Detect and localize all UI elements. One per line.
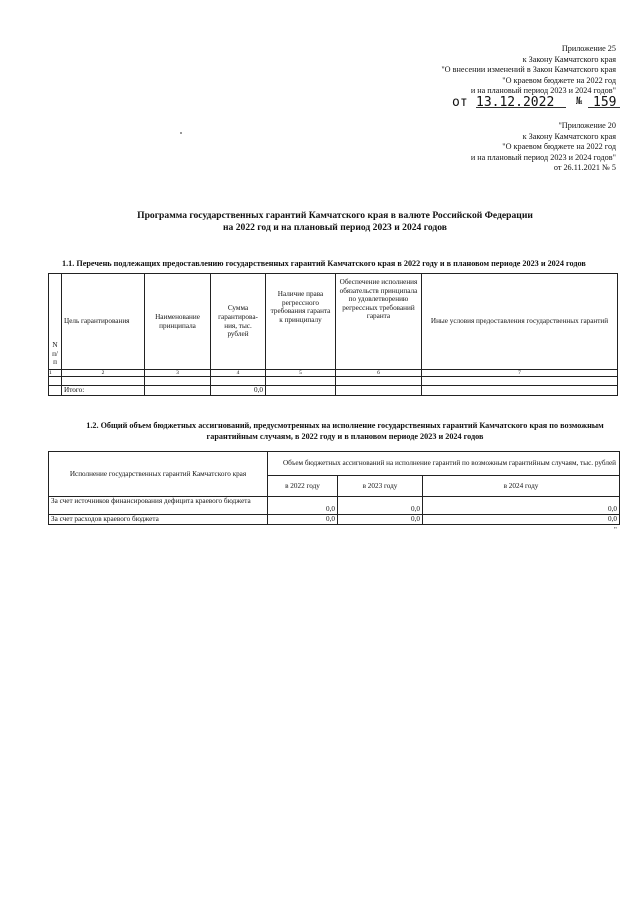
appendix-25-line: Приложение 25 — [561, 44, 616, 53]
header-number: N п/ п — [49, 274, 62, 370]
total-row — [49, 386, 618, 396]
header-purpose: Цель гарантирования — [62, 274, 145, 370]
row-value: 0,0 — [338, 497, 423, 515]
column-number: 1 — [49, 370, 62, 377]
row-value: 0,0 — [338, 515, 423, 525]
header-other-conditions: Иные условия предоставления государственных гарантий — [422, 274, 618, 370]
table-row — [49, 497, 620, 515]
column-number: 5 — [266, 370, 336, 377]
header-principal: Наименование принципала — [145, 274, 211, 370]
column-numbers-row — [49, 370, 618, 377]
appropriations-table — [48, 451, 620, 525]
appendix-20-line: от 26.11.2021 № 5 — [553, 163, 616, 173]
appendix-25-line: "О внесении изменений в Закон Камчатского края — [441, 65, 616, 75]
header-year-2024: в 2024 году — [423, 476, 620, 497]
row-label: За счет источников финансирования дефицита краевого бюджета — [49, 497, 268, 515]
column-number: 3 — [145, 370, 211, 377]
section-2-heading-line: 1.2. Общий объем бюджетных ассигнований, предусмотренных на исполнение государственных гарантий Камчатского края по возможным — [86, 421, 604, 430]
row-value: 0,0 — [423, 515, 620, 525]
document-title — [40, 210, 630, 234]
row-value: 0,0 — [423, 497, 620, 515]
section-2-heading-line: гарантийным случаям, в 2022 году и в плановом периоде 2023 и 2024 годов — [206, 431, 484, 441]
registration-number-sign: № — [576, 96, 583, 107]
appendix-20-line: "Приложение 20 — [558, 121, 616, 130]
column-number: 6 — [336, 370, 422, 377]
appendix-20-line: и на плановый период 2023 и 2024 годов" — [470, 152, 616, 162]
closing-quote: " — [614, 526, 617, 534]
appropriations-header-row — [49, 452, 620, 476]
registration-date: 13.12.2022 — [476, 95, 555, 110]
empty-row — [49, 377, 618, 386]
header-execution: Исполнение государственных гарантий Камчатского края — [49, 452, 268, 497]
document-title-line: Программа государственных гарантий Камчатского края в валюте Российской Федерации — [137, 210, 533, 221]
header-amount: Сумма гарантирова-ния, тыс. рублей — [211, 274, 266, 370]
section-1-heading: 1.1. Перечень подлежащих предоставлению государственных гарантий Камчатского края в 2022 году и в плановом периоде 2023 и 2024 годов — [62, 259, 586, 268]
guarantees-table — [48, 273, 618, 396]
column-number: 4 — [211, 370, 266, 377]
registration-prefix: от — [452, 95, 468, 110]
registration-number: 159 — [593, 95, 617, 110]
total-label: Итого: — [62, 386, 145, 396]
scan-speck — [180, 132, 182, 134]
appendix-25-line: и на плановый период 2023 и 2024 годов" — [470, 86, 616, 96]
column-number: 7 — [422, 370, 618, 377]
header-security: Обеспечение исполнения обязательств принципала по удовлетворению регрессных требований гаранта — [336, 274, 422, 370]
number-underline — [588, 107, 620, 108]
row-value: 0,0 — [268, 515, 338, 525]
table-header-row — [49, 274, 618, 370]
header-volume: Объем бюджетных ассигнований на исполнение гарантий по возможным гарантийным случаям, тыс. рублей — [268, 452, 620, 476]
section-2-heading — [60, 421, 630, 442]
row-label: За счет расходов краевого бюджета — [49, 515, 268, 525]
total-value: 0,0 — [211, 386, 266, 396]
table-row — [49, 515, 620, 525]
document-title-line: на 2022 год и на плановый период 2023 и 2024 годов — [223, 222, 447, 233]
row-value: 0,0 — [268, 497, 338, 515]
date-underline — [476, 107, 566, 108]
appendix-25-line: "О краевом бюджете на 2022 год — [502, 75, 616, 85]
column-number: 2 — [62, 370, 145, 377]
header-recourse: Наличие права регрессного требования гаранта к принципалу — [266, 274, 336, 370]
header-year-2022: в 2022 году — [268, 476, 338, 497]
appendix-20-line: к Закону Камчатского края — [522, 131, 616, 141]
appendix-25-header — [441, 44, 616, 97]
appendix-25-line: к Закону Камчатского края — [522, 54, 616, 64]
appendix-20-header — [471, 121, 616, 174]
header-year-2023: в 2023 году — [338, 476, 423, 497]
appendix-20-line: "О краевом бюджете на 2022 год — [502, 142, 616, 152]
registration-line — [452, 95, 620, 109]
